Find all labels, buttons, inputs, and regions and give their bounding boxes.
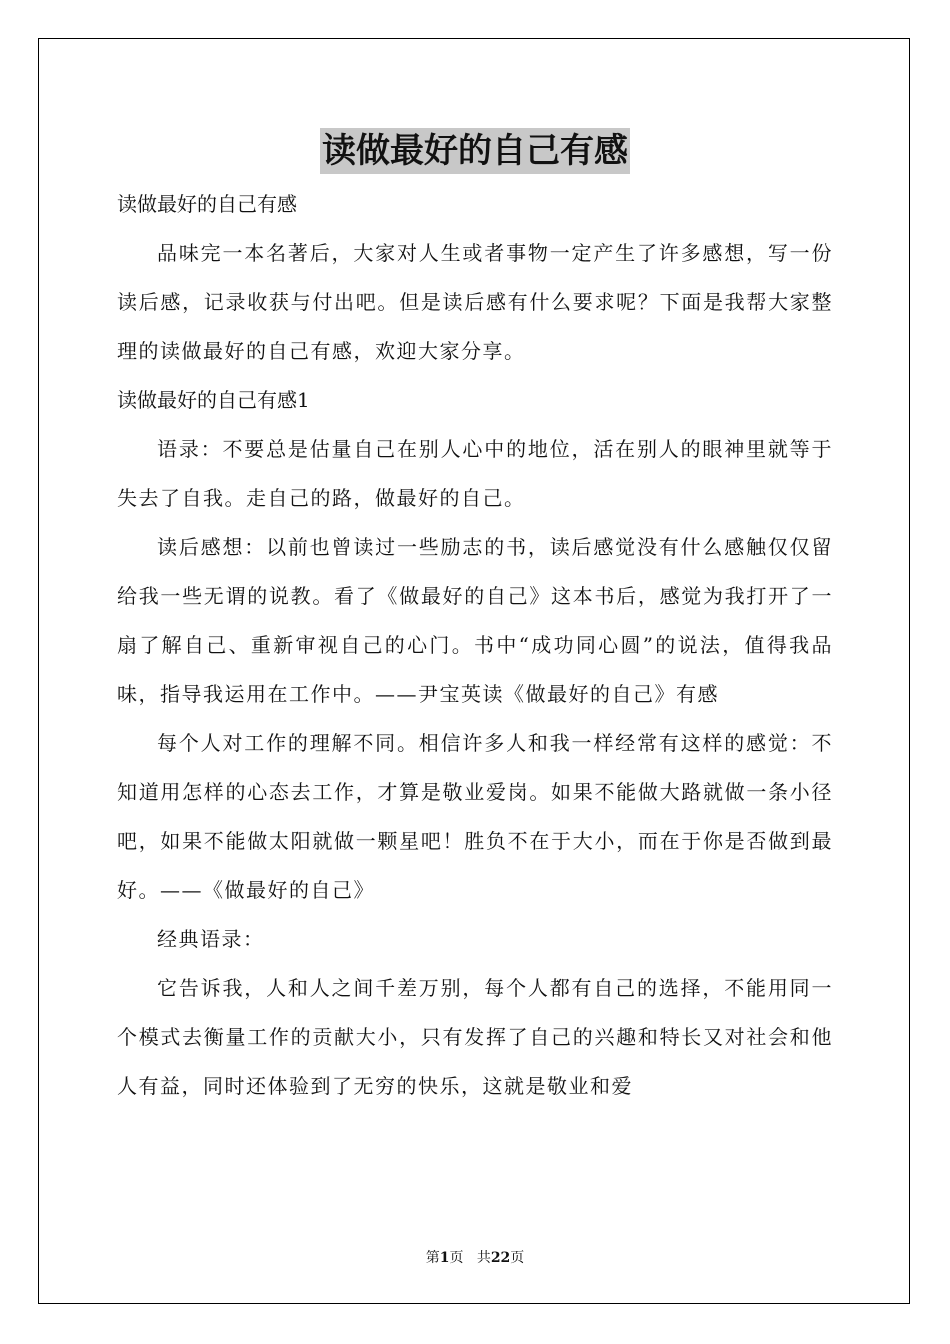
footer-page-number: 1: [439, 1250, 450, 1266]
footer-total-prefix: 共: [476, 1250, 491, 1266]
paragraph: 经典语录：: [157, 927, 265, 951]
page-footer: [0, 1247, 950, 1267]
footer-total-suffix: 页: [510, 1250, 525, 1266]
footer-page-suffix: 页: [449, 1250, 464, 1266]
document-body: [117, 120, 833, 1111]
title-text: 读做最好的自己有感: [320, 128, 630, 174]
paragraph: 语录：不要总是估量自己在别人心中的地位，活在别人的眼神里就等于失去了自我。走自己的路，做最好的自己。: [117, 437, 833, 510]
paragraph: 每个人对工作的理解不同。相信许多人和我一样经常有这样的感觉：不知道用怎样的心态去工作，才算是敬业爱岗。如果不能做大路就做一条小径吧，如果不能做太阳就做一颗星吧！胜负不在于大小，而在于你是否做到最好。——《做最好的自己》: [117, 731, 833, 902]
section-heading: 读做最好的自己有感1: [117, 388, 310, 412]
paragraph: 读后感想：以前也曾读过一些励志的书，读后感觉没有什么感触仅仅留给我一些无谓的说教。看了《做最好的自己》这本书后，感觉为我打开了一扇了解自己、重新审视自己的心门。书中“成功同心圆”的说法，值得我品味，指导我运用在工作中。——尹宝英读《做最好的自己》有感: [117, 535, 833, 706]
footer-total-pages: 22: [490, 1250, 511, 1266]
intro-paragraph: 品味完一本名著后，大家对人生或者事物一定产生了许多感想，写一份读后感，记录收获与付出吧。但是读后感有什么要求呢？下面是我帮大家整理的读做最好的自己有感，欢迎大家分享。: [117, 241, 833, 363]
subtitle: 读做最好的自己有感: [117, 192, 297, 216]
footer-page-prefix: 第: [425, 1250, 440, 1266]
paragraph: 它告诉我，人和人之间千差万别，每个人都有自己的选择，不能用同一个模式去衡量工作的贡献大小，只有发挥了自己的兴趣和特长又对社会和他人有益，同时还体验到了无穷的快乐，这就是敬业和爱: [117, 976, 833, 1098]
document-title: [117, 128, 833, 174]
